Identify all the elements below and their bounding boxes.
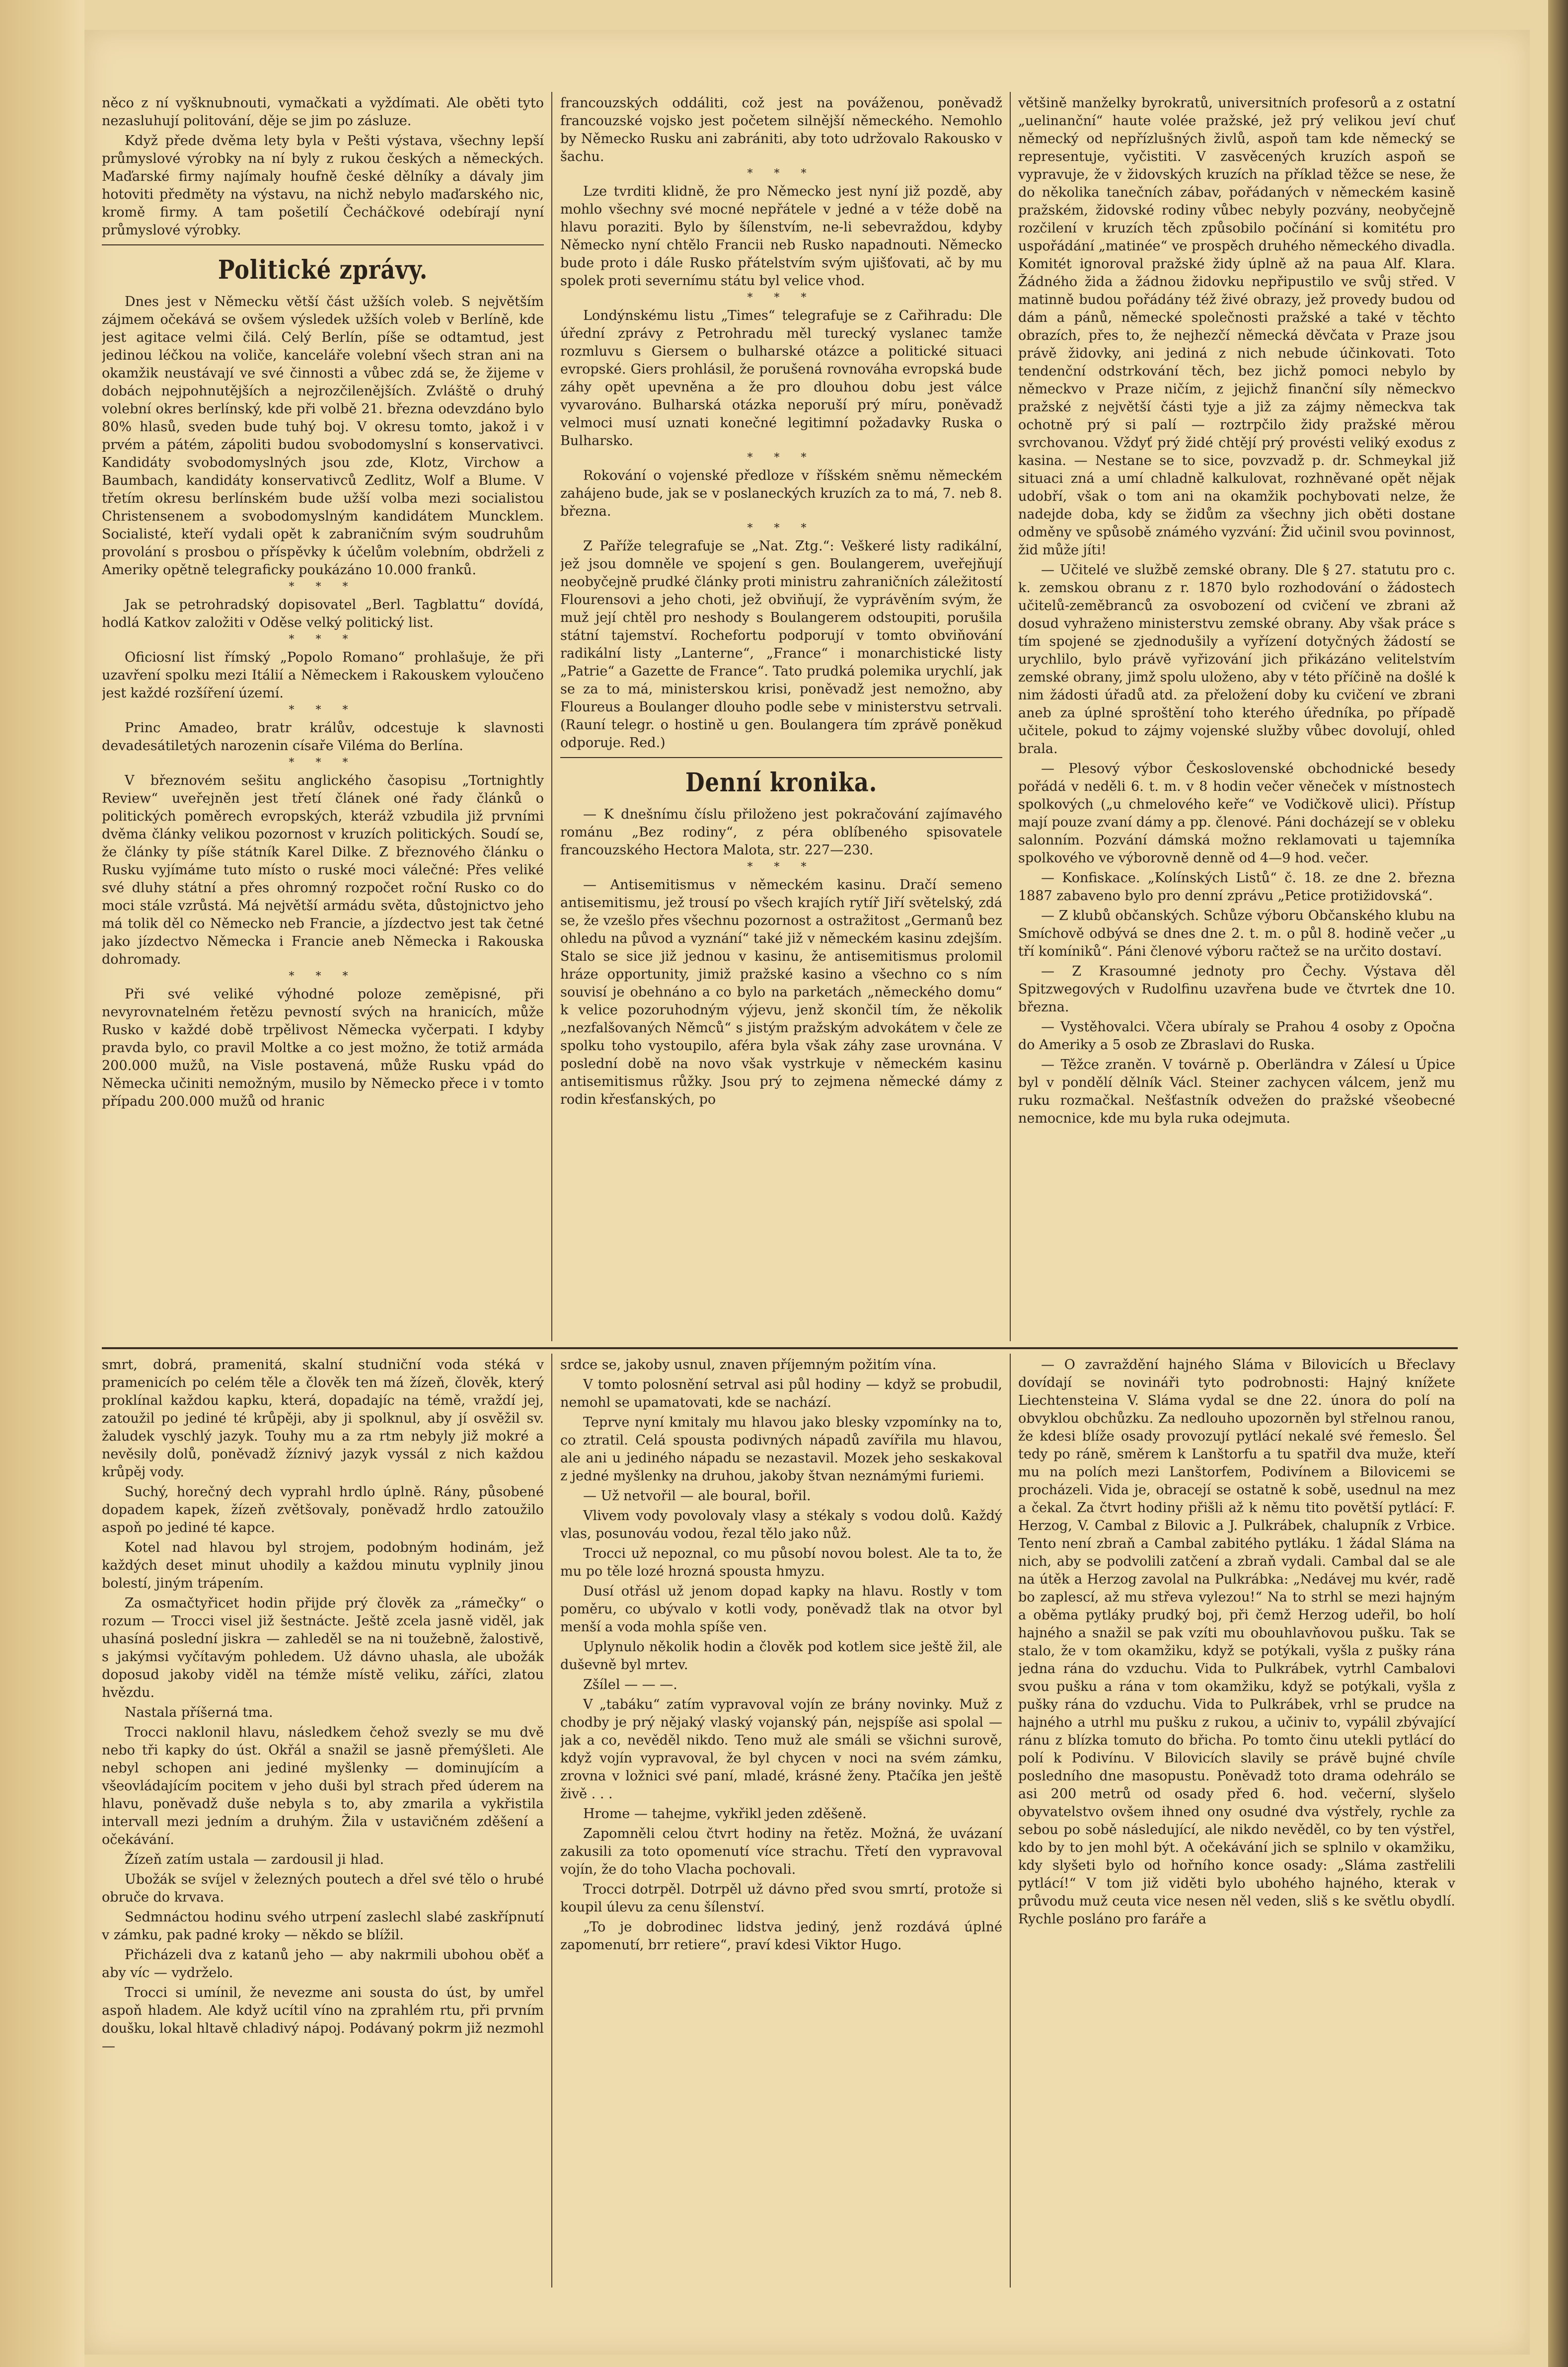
paragraph: — Těžce zraněn. V továrně p. Oberländra v Zálesí u Úpice byl v pondělí dělník Václ. Steiner zachycen válcem, jenž mu ruku rozmačkal. Nešťastník odvežen do pražské všeobecné nemocnice, kde mu byla ruka odejmuta. [1018,1057,1455,1126]
paragraph: Trocci si umínil, že nevezme ani sousta do úst, by umřel aspoň hladem. Ale když ucítil víno na zprahlém rtu, při prvním doušku, lokal hltavě chladivý nápoj. Podávaný pokrm již nezmohl — [102,1985,544,2054]
paragraph: — Už netvořil — ale boural, bořil. [583,1488,811,1504]
paragraph: Hrome — tahejme, vykřikl jeden zděšeně. [583,1806,867,1822]
paragraph: V tomto polosnění setrval asi půl hodiny — když se probudil, nemohl se upamatovati, kde se nachází. [560,1377,1002,1410]
paragraph: Rokování o vojenské předloze v říšském sněmu německém zahájeno bude, jak se v poslaneckých kruzích za to má, 7. neb 8. března. [560,468,1002,519]
paragraph: Nastala příšerná tma. [125,1705,273,1720]
paragraph: — K dnešnímu číslu přiloženo jest pokračování zajímavého románu „Bez rodiny“, z péra oblíbeného spisovatele francouzského Hectora Malota, str. 227—230. [560,807,1002,858]
paragraph: V „tabáku“ zatím vypravoval vojín ze brány novinky. Muž z chodby je prý nějaký vlaský vojanský pán, nejspíše asi spolal — jak a co, nevěděl nikdo. Teno muž ale smáli se všichni surově, když vojín vypravoval, že byl chycen v noci na svém zámku, zrovna v ložnici své paní, mladé, krásné ženy. Ptačíka jen ještě živě . . . [560,1697,1002,1802]
paragraph: Při své veliké výhodné poloze zeměpisné, při nevyrovnatelném řetězu pevností svých na hranicích, může Rusko v každé době trpělivost Německa vyčerpati. I kdyby pravda bylo, co pravil Moltke a co jest možno, že totiž armáda 200.000 mužů, na Visle postavená, může Rusku vpád do Německa učiniti nemožným, musilo by Německo přece i v tomto případu 200.000 mužů od hranic [102,987,544,1109]
paragraph: — Učitelé ve službě zemské obrany. Dle § 27. statutu pro c. k. zemskou obranu z r. 1870 bylo rozhodování o žádostech učitelů-zeměbranců za osvobození od cvičení ve zbrani až dosud vyhraženo ministerstvu zemské obrany. Aby však práce s tím spojené se zjednodušily a vyřízení dotyčných žádostí se urychlilo, bylo právě vyřizování jich přikázáno velitelstvím zemské obrany, jimž spolu uloženo, aby v této příčině na došlé k nim žádosti úřadů atd. za přeložení doby ku cvičení ve zbrani aneb za úplné sproštění toho kterého úředníka, po případě učitele, pokud to zájmy vojenské služby vůbec dovolují, ohled brala. [1018,562,1455,757]
paragraph: Oficiosní list římský „Popolo Romano“ prohlašuje, že při uzavření spolku mezi Itálií a Německem i Rakouskem vyloučeno jest každé rozšíření území. [102,650,544,701]
paragraph: Zšílel — — —. [583,1677,677,1692]
column-3-upper [1018,94,1455,1341]
paragraph-separator: * * * [747,452,816,464]
paragraph-separator: * * * [747,861,816,873]
paragraph: většině manželky byrokratů, universitních profesorů a z ostatní „uelinanční“ haute volée pražské, jež prý velikou jeví chuť německý od nepřízlušných živlů, aspoň tam kde německý se representuje, vyčistiti. V zasvěcených kruzích aspoň se vypravuje, že v židovských kruzích na příklad těžce se nese, že do několika tanečních zábav, pořádaných v německém kasině pražském, židovské rodiny vůbec nebyly pozvány, neobyčejně rozčilení v kruzích těch způsobilo počínání si komitétu pro uspořádání „matinée“ ve prospěch druhého německého divadla. Komitét ignoroval pražské židy úplně až na paua Alf. Klara. Žádného žida a žádnou židovku nepřipustilo ve svůj střed. V matinně budou pořádány též živé obrazy, jež provedy budou od dám a pánů, německé společnosti pražské a také v těchto obrazích, přes to, že nejhezčí německá děvčata v Praze jsou právě židovky, ani jediná z nich nebude účinkovati. Toto tendenční odstrkování těch, bez jichž pomoci nebylo by německvo v Praze ničím, z jejichž finanční síly německvo pražské z největší části tyje a již za zájmy německva tak ochotně prý si palí — roztrpčilo židy pražské měrou svrchovanou. Vždyť prý židé chtějí prý provésti veliký exodus z kasina. — Nestane se to sice, povzvadž p. dr. Schmeykal již situaci zná a umí chladně kalkulovat, rozhněvané opět nějak udobří, však o tom ani na okamžik pochybovati nelze, že nadejde doba, kdy se židům za všechny jich oběti dostane odměny ve spůsobě známého vyzvání: Žid učinil svou povinnost, žid může jíti! [1018,95,1455,558]
paragraph: Přicházeli dva z katanů jeho — aby nakrmili ubohou oběť a aby víc — vydrželo. [102,1947,544,1981]
paragraph: Když přede dvěma lety byla v Pešti výstava, všechny lepší průmyslové výrobky na ní byly z rukou českých a německých. Maďarské firmy najímaly houfně české dělníky a dávaly jim hotoviti předměty na výstavu, na nichž nebylo maďarského nic, kromě firmy. A tam pošetilí Čecháčkové odebírají nyní průmyslové výrobky. [102,133,544,238]
paragraph: Suchý, horečný dech vyprahl hrdlo úplně. Rány, působené dopadem kapek, žízeň zvětšovaly, poněvadž hrdlo zatoužilo aspoň po jediné té kapce. [102,1484,544,1535]
paragraph: Žízeň zatím ustala — zardousil ji hlad. [125,1852,384,1867]
paragraph: Vlivem vody povolovaly vlasy a stékaly s vodou dolů. Každý vlas, posunováu vodou, řezal tělo jako nůž. [560,1508,1002,1541]
section-title-politicke: Politické zprávy. [218,255,428,285]
column-2-upper [560,94,1002,1341]
paragraph: — Konfiskace. „Kolínských Listů“ č. 18. ze dne 2. března 1887 zabaveno bylo pro denní zprávu „Petice protižidovská“. [1018,870,1455,904]
section-title-kronika: Denní kronika. [685,767,878,798]
paragraph: Teprve nyní kmitaly mu hlavou jako blesky vzpomínky na to, co ztratil. Celá spousta podivných nápadů zavířila mu hlavou, ale ani u jediného nápadu se nezastavil. Mozek jeho seskakoval z jedné myšlenky na druhou, jakoby štvan neznámými furiemi. [560,1415,1002,1484]
col3-bottom-text [1018,1356,1455,1928]
paragraph: Za osmačtyřicet hodin přijde prý člověk za „rámečky“ o rozum — Trocci visel již šestnácte. Ještě zcela jasně viděl, jak uhasíná poslední jiskra — zahleděl se na ni toužebně, žalostivě, s jakýmsi vyčítavým pohledem. Už dávno uhasla, ale ubožák doposud jakoby viděl na témže místě veliku, záříci, zlatou hvězdu. [102,1596,544,1700]
paragraph: Dusí otřásl už jenom dopad kapky na hlavu. Rostly v tom poměru, co ubývalo v kotli vody, poněvadž tlak na otvor byl menší a voda mohla spíše ven. [560,1584,1002,1635]
column-3-lower [1018,1356,1455,2285]
paragraph-separator: * * * [289,757,357,769]
col1-top-text [102,94,544,239]
binding-edge [0,0,84,2367]
paragraph-separator: * * * [747,522,816,534]
section-rule [560,757,1002,758]
paragraph: Trocci dotrpěl. Dotrpěl už dávno před svou smrtí, protože si koupil úlevu za cenu šílenství. [560,1882,1002,1915]
column-divider [551,92,552,1341]
col2-kronika-text [560,806,1002,1109]
paragraph: Jak se petrohradský dopisovatel „Berl. Tagblattu“ dovídá, hodlá Katkov založiti v Oděse velký politický list. [102,597,544,630]
column-2-lower [560,1356,1002,2285]
col2-top-text [560,94,1002,752]
paragraph: smrt, dobrá, pramenitá, skalní studniční voda stéká v pramenicích po celém těle a člověk ten má žízeň, člověk, který proklínal každou kapku, která, dopadajíc na témě, vraždí jej, zatoužil po jediné té krůpěji, aby ji spolknul, aby jí osvěžil sv. žaludek vyschlý jazyk. Touhy mu a za rtm nebyly již mokré a nevěsily dolů, poněvadž žíznivý jazyk vyssál z nich každou krůpěj vody. [102,1357,544,1480]
paragraph-separator: * * * [747,167,816,180]
paragraph: Sedmnáctou hodinu svého utrpení zaslechl slabé zaskřípnutí v zámku, pak padné kroky — někdo se blížil. [102,1909,544,1943]
paragraph: Trocci naklonil hlavu, následkem čehož svezly se mu dvě nebo tři kapky do úst. Okřál a snažil se jasně přemýšleti. Ale nebyl schopen ani jediné myšlenky — dominujícím a všeovládajícím pocitem v jeho duši byl strach před úderem na hlavu, poněvadž duše nebyla s to, aby zmarila a vykřistila intervall mezi jedním a druhým. Žila v ustavičném zděšení a očekávání. [102,1725,544,1847]
col2-bottom-text [560,1356,1002,1954]
section-rule [102,244,544,245]
paragraph: francouzských oddáliti, což jest na pováženou, poněvadž francouzské vojsko jest početem silnější německého. Nemohlo by Německo Rusku ani zabrániti, aby toto udržovalo Rakousko v šachu. [560,95,1002,164]
paragraph: Princ Amadeo, bratr králův, odcestuje k slavnosti devadesátiletých narozenin císaře Viléma do Berlína. [102,720,544,754]
feuilleton-rule [102,1347,1458,1349]
column-1-upper [102,94,544,1341]
paragraph: „To je dobrodinec lidstva jediný, jenž rozdává úplné zapomenutí, brr retiere“, praví kdesi Viktor Hugo. [560,1919,1002,1953]
paragraph-separator: * * * [747,292,816,304]
paragraph: Lze tvrditi klidně, že pro Německo jest nyní již pozdě, aby mohlo všechny své mocné nepřátele v jedné a v téže době na hlavu poraziti. Bylo by šílenstvím, ne-li sebevraždou, kdyby Německo nyní chtělo Francii neb Rusko napadnouti. Německo bude proto i dále Rusko přátelstvím svým ujišťovati, ač by mu spolek proti severnímu státu byl velice vhod. [560,184,1002,289]
paragraph: V březnovém sešitu anglického časopisu „Tortnightly Review“ uveřejněn jest třetí článek oné řady článků o politických poměrech evropských, kteráž vzbudila již prvními dvěma články velikou pozornost v kruzích politických. Soudí se, že články ty píše státník Karel Dilke. Z březnového článku o Rusku vyjímáme tuto místo o ruské moci válečné: Přes veliké své dluhy státní a přes ohromný rozpočet roční Rusko co do moci stále vzrůstá. Má největší armádu světa, důstojnictvo jeho má tolik děl co Německo neb Francie, a jízdectvo jest tak četné jako jízdectvo Německa i Francie aneb Německa i Rakouska dohromady. [102,773,544,967]
col1-politics-text [102,293,544,1111]
col1-bottom-text [102,1356,544,2056]
paragraph: — Z Krasoumné jednoty pro Čechy. Výstava děl Spitzwegových v Rudolfinu uzavřena bude ve čtvrtek dne 10. března. [1018,964,1455,1015]
paragraph: Kotel nad hlavou byl strojem, podobným hodinám, jež každých deset minut uhodily a každou minutu vyplnily jinou bolestí, jiným trápením. [102,1540,544,1591]
paragraph-separator: * * * [289,704,357,716]
paragraph: — Z klubů občanských. Schůze výboru Občanského klubu na Smíchově odbývá se dnes dne 2. t. m. o půl 8. hodině večer „u tří komíniků“. Páni členové výboru račtež se na určito dostaví. [1018,908,1455,959]
paragraph-separator: * * * [289,970,357,983]
paragraph: něco z ní vyšknubnouti, vymačkati a vyždímati. Ale oběti tyto nezasluhují politování, děje se jim po zásluze. [102,95,544,129]
paragraph: — Plesový výbor Československé obchodnické besedy pořádá v neděli 6. t. m. v 8 hodin večer věneček v místnostech spolkových („u chmelového keře“ ve Vodičkově ulici). Přístup mají pouze zvaní dámy a pp. členové. Páni docházejí se v obleku salonním. Pozvání dámská možno reklamovati u tajemníka spolkového ve výborovně denně od 4—9 hod. večer. [1018,761,1455,866]
paragraph: Trocci už nepoznal, co mu působí novou bolest. Ale ta to, že mu po těle lozé hrozná spousta hmyzu. [560,1546,1002,1579]
column-divider [1010,92,1011,1341]
paragraph: Uplynulo několik hodin a člověk pod kotlem sice ještě žil, ale duševně byl mrtev. [560,1639,1002,1673]
paragraph: — Antisemitismus v německém kasinu. Dračí semeno antisemitismu, jež trousí po všech krajích rytíř Jiří světelský, zdá se, že vzešlo přes všechnu pozornost a ostražitost „Germanů bez ohledu na původ a vyznání“ také již v německém kasinu zdejším. Stalo se sice již jednou v kasinu, že antisemitismus prolomil hráze opportunity, jimiž pražské kasino a všechno co s ním souvisí je obehnáno a co bylo na parketách „německého domu“ k velice pozoruhodným výjevu, jenž skončil tím, že několik „nezfalšovaných Němců“ s jistým pražským advokátem v čele ze spolku toho vystoupilo, aféra byla však záhy zase urovnána. V poslední době na novo však vystrkuje v německém kasinu antisemitismus růžky. Jsou prý to zejmena německé dámy z rodin křesťanských, po [560,877,1002,1107]
paragraph: — Vystěhovalci. Včera ubíraly se Prahou 4 osoby z Opočna do Ameriky a 5 osob ze Zbraslavi do Ruska. [1018,1019,1455,1053]
paragraph: srdce se, jakoby usnul, znaven příjemným požitím vína. [560,1357,937,1373]
paragraph-separator: * * * [289,633,357,646]
paragraph: Ubožák se svíjel v železných poutech a dřel své tělo o hrubé obruče do krvava. [102,1872,544,1905]
page-edge-shadow [1548,0,1568,2367]
column-1-lower [102,1356,544,2285]
paragraph: Londýnskému listu „Times“ telegrafuje se z Cařihradu: Dle úřední zprávy z Petrohradu měl turecký vyslanec tamže rozmluvu s Giersem o bulharské otázce a politické situaci evropské. Giers prohlásil, že porušená rovnováha evropská bude záhy opět upevněna a že pro dlouhou dobu jest válce vyvarováno. Bulharská otázka neporuší prý míru, poněvadž velmoci musí uznati konečné legitimní požadavky Ruska o Bulharsko. [560,308,1002,449]
paragraph: Z Paříže telegrafuje se „Nat. Ztg.“: Veškeré listy radikální, jež jsou domněle ve spojení s gen. Boulangerem, uveřejňují neobyčejně prudké články proti ministru zahraničních záležitostí Flourensovi a jeho choti, jež obviňují, že vyprávěním svým, že muž její chtěl pro neshody s Boulangerem odstoupiti, porušila státní tajemství. Rochefortu podporují v tomto obviňování radikální listy „Lanterne“, „France“ i monarchistické listy „Patrie“ a Gazette de France“. Tato prudká polemika urychlí, jak se za to má, ministerskou krisi, poněvadž jest nemožno, aby Floureus a Boulanger dlouho podle sebe v ministerstvu setrvali. (Rauní telegr. o hostině u gen. Boulangera tím zprávě poněkud odporuje. Red.) [560,538,1002,751]
paragraph: Dnes jest v Německu větší část užších voleb. S největším zájmem očekává se ovšem výsledek užších voleb v Berlíně, kde jest agitace velmi čilá. Celý Berlín, píše se odtamtud, jest jedinou léčkou na voliče, kanceláře volební všech stran ani na okamžik neustávají ve své činnosti a vůbec zdá se, že žijeme v dobách nejpohnutějších a nejrozčilenějších. Zvláště o druhý volební okres berlínský, kde při volbě 21. března odevzdáno bylo 80% hlasů, sveden bude tuhý boj. V okresu tomto, jakož i v prvém a pátém, zápoliti budou svobodomyslní s konservativci. Kandidáty svobodomyslných jsou zde, Klotz, Virchow a Baumbach, kandidáty konservativců Zedlitz, Wolf a Blume. V třetím okresu berlínském bude užší volba mezi socialistou Christensenem a svobodomyslným kandidátem Muncklem. Socialisté, kteří vydali opět k zabraničním svým soudruhům provolání s prosbou o příspěvky k účelům volebním, obdrželi z Ameriky opětně telegraficky poukázáno 10.000 franků. [102,294,544,578]
paragraph: Zapomněli celou čtvrt hodiny na řetěz. Možná, že uvázaní zakusili za toto opomenutí více strachu. Třetí den vypravoval vojín, že do toho Vlacha pochovali. [560,1826,1002,1877]
paragraph-separator: * * * [289,581,357,593]
paragraph: — O zavraždění hajného Sláma v Bilovicích u Břeclavy dovídají se novináři tyto podrobnosti: Hajný knížete Liechtensteina V. Sláma vydal se dne 22. února do polí na obvyklou obchůzku. Za nedlouho upozorněn byl střelnou ranou, že kdesi blíže osady provozují pytlácí nekalé své řemeslo. Šel tedy po ráně, směrem k Lanštorfu a tu spatřil dva muže, kteří mu na polích mezi Lanštorfem, Podivínem a Bilovicemi se procházeli. Vida je, obracejí se ostatně k sobě, usednul na mez a čekal. Za čtvrt hodiny přišli až k němu tito povětší pytlácí: F. Herzog, V. Cambal z Bilovic a J. Pulkrábek, chalupník z Vrbice. Tento není zbraň a Cambal zabitého pytláku. 1 žádal Sláma na nich, aby se podvolili zatčení a zbraň vydali. Cambal dal se ale na útěk a Herzog zavolal na Pulkrábka: „Nedávej mu kvér, radě bo zaplescí, až mu střeva vylezou!“ Na to strhl se mezi hajným a oběma pytláky prudký boj, při čemž Herzog udeřil, bo holí hajného a snažil se pak vzíti mu obouhlavňovou pušku. Tak se stalo, že v tom okamžiku, když se potýkali, vyšla z pušky rána jedna rána do vzduchu. Vida to Pulkrábek, vytrhl Cambalovi svou pušku a rána v tom okamžiku, když se potýkali, vyšla z pušky rána do vzduchu. Vida to Pulkrábek, vrhl se prudce na hajného a utrhl mu pušku z rukou, a učiniv to, vypálil zbývající ránu z blízka tomuto do břicha. Po tomto činu utekli pytlácí do polí k Podivínu. V Bilovicích slavily se právě bujné chvíle posledního dne masopustu. Poněvadž toto drama odehrálo se asi 200 metrů od osady před 6. hod. večerní, slyšelo obyvatelstvo ovšem ihned ony osudné dva výstřely, rychle za sebou po sobě následující, ale nikdo nevěděl, co by ten výstřel, kdo by to jen mohl být. A očekávání jich se splnilo v okamžiku, kdy slyšeti bylo od hořního konce osady: „Sláma zastřelili pytlácí!“ V tom již viděti bylo ubohého hajného, kterak v průvodu muž ceuta vice nesen něl veden, sliš s ke světlu obydlí. Rychle posláno pro faráře a [1018,1357,1455,1927]
col3-top-text [1018,94,1455,1128]
column-divider [1010,1354,1011,2288]
column-divider [551,1354,552,2288]
